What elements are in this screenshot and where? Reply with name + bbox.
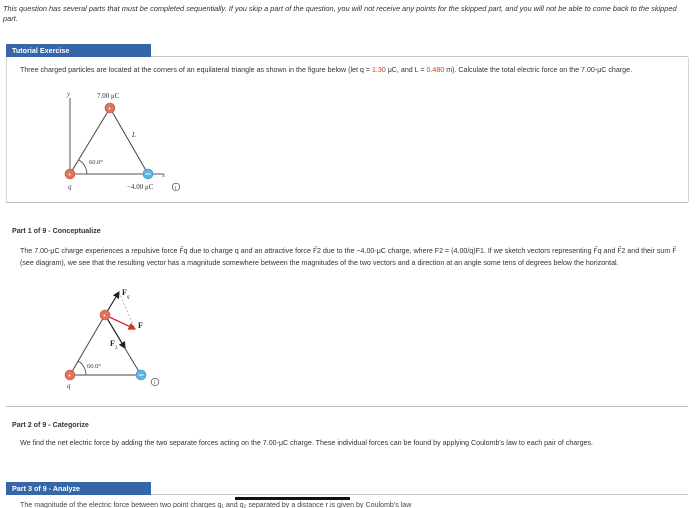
box-border-left (6, 57, 7, 202)
section-divider (6, 406, 688, 407)
section-divider (6, 202, 688, 203)
L-value: 0.480 (426, 66, 445, 74)
tutorial-exercise-header: Tutorial Exercise (6, 44, 151, 57)
x-axis-label: x (162, 171, 166, 179)
problem-statement: Three charged particles are located at the corners of an equilateral triangle as shown in the figure below (let q = 1.30 μC, and L = 0.480 m). Calculate the total electric force on the 7.00-μC charge. (20, 66, 633, 74)
f2-label: F (110, 339, 115, 348)
part-2-title: Part 2 of 9 - Categorize (12, 421, 89, 429)
force-vector-figure (55, 284, 175, 394)
angle-label: 60.0° (89, 159, 103, 166)
top-charge-label: 7.00 μC (97, 92, 120, 100)
angle-label: 60.0° (87, 363, 101, 370)
redaction-bar (235, 497, 350, 500)
intro-note: This question has several parts that must be completed sequentially. If you skip a part of the question, you will not receive any points for the skipped part, and you will not be able to come back to the skipped part. (3, 4, 677, 23)
q-value: 1.30 (371, 66, 386, 74)
fq-label: F (122, 288, 127, 297)
plus-sign-icon: + (67, 373, 72, 380)
right-charge-label: −4.00 μC (127, 183, 154, 191)
box-border-right (688, 57, 689, 202)
left-charge-label: q (67, 382, 71, 390)
part-1-title: Part 1 of 9 - Conceptualize (12, 227, 101, 235)
plus-sign-icon: + (107, 106, 112, 113)
fq-subscript: q (127, 295, 130, 300)
triangle-right-side (107, 106, 148, 174)
left-charge-label: q (68, 183, 72, 191)
y-axis-label: y (67, 90, 71, 98)
part-3-header: Part 3 of 9 - Analyze (6, 482, 151, 495)
angle-arc (78, 361, 86, 375)
angle-arc (79, 160, 87, 174)
part-1-text: The 7.00-μC charge experiences a repulsive force F⃗q due to charge q and an attractive force F⃗2 due to the −4.00-μC charge, where F2 = (4.00/q)F1. If we sketch vectors representing F⃗q and F⃗2 and their sum F⃗ (see diagram), we see that the resulting vector has a magnitude somewhere between the magnitudes of the two vectors and a direction at an angle some tens of degrees below the horizontal. (20, 247, 677, 267)
part-3-text: The magnitude of the electric force between two point charges q₁ and q₂ separated by a distance r is given by Coulomb's law (20, 501, 412, 508)
f2-subscript: 2 (115, 346, 118, 351)
part-2-text: We find the net electric force by adding the two separate forces acting on the 7.00-μC charge. These individual forces can be found by applying Coulomb's law to each pair of charges. (20, 439, 594, 447)
header-divider (151, 494, 688, 495)
triangle-figure (55, 86, 215, 198)
plus-sign-icon: + (102, 313, 107, 320)
f-label: F (138, 321, 143, 330)
plus-sign-icon: + (67, 172, 72, 179)
header-divider (151, 56, 688, 57)
side-length-label: L (132, 131, 136, 139)
svg-text:i: i (153, 380, 156, 387)
svg-text:i: i (174, 185, 177, 192)
